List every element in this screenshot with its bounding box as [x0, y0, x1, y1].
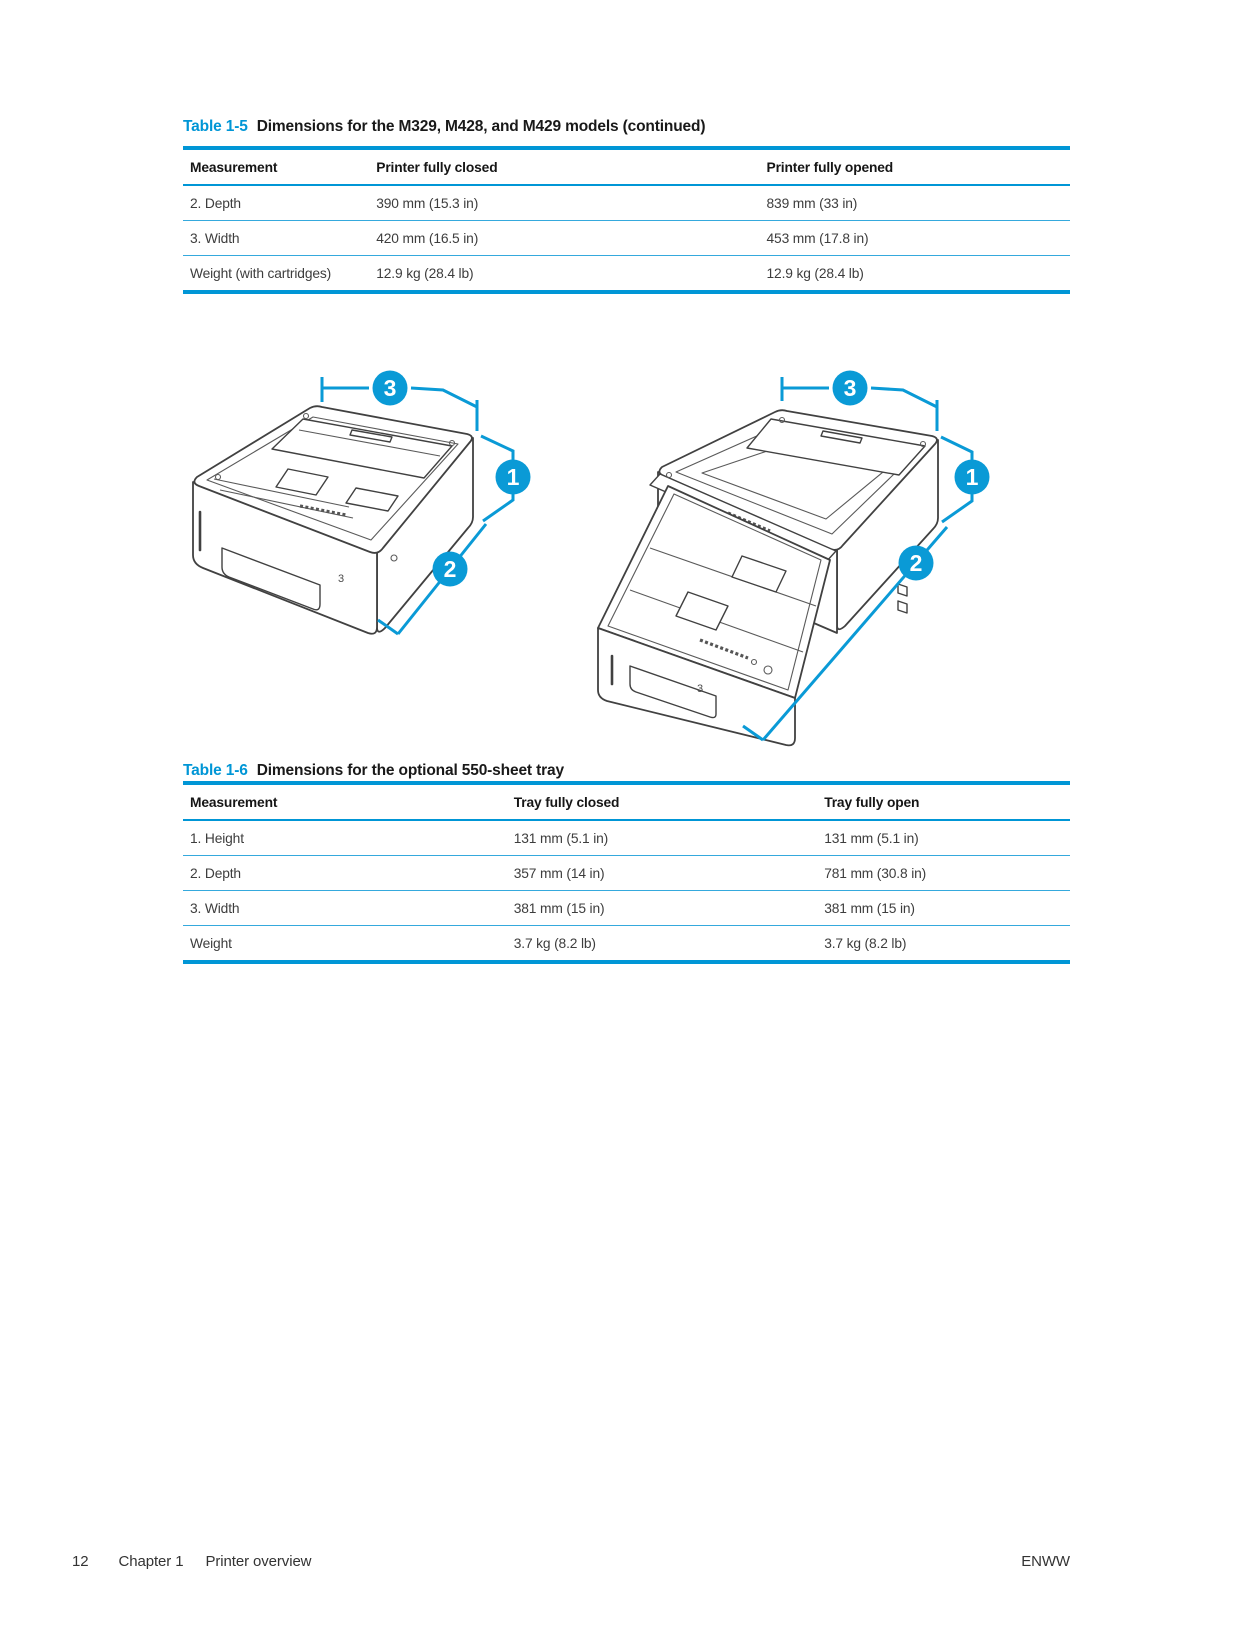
callout-1-number-open: 1 — [965, 464, 979, 490]
table-cell: Weight (with cartridges) — [183, 256, 369, 293]
page-footer — [72, 1553, 1070, 1570]
table-cell: 781 mm (30.8 in) — [817, 856, 1070, 891]
callout-depth-open — [899, 546, 934, 581]
table-1-6-label: Table 1-6 — [183, 762, 248, 779]
tray-front-label-open: 3 — [696, 683, 704, 695]
callout-width-closed — [373, 371, 408, 406]
callout-height-open — [955, 460, 990, 495]
tray-dimensions-diagram — [170, 340, 1110, 765]
tray-front-label: 3 — [337, 573, 345, 585]
column-header: Printer fully opened — [760, 148, 1070, 185]
table-cell: 3. Width — [183, 891, 507, 926]
callout-height-closed — [496, 460, 531, 495]
column-header: Measurement — [183, 783, 507, 820]
table-cell: 2. Depth — [183, 185, 369, 221]
table-1-5-title: Dimensions for the M329, M428, and M429 models (continued) — [256, 118, 706, 135]
column-header: Measurement — [183, 148, 369, 185]
table-cell: Weight — [183, 926, 507, 963]
table-row — [183, 256, 1070, 293]
dimensions-table-m329-m428-m429 — [183, 146, 1070, 294]
table-cell: 2. Depth — [183, 856, 507, 891]
footer-chapter: Chapter 1 — [118, 1553, 184, 1570]
table-row — [183, 856, 1070, 891]
callout-2-number: 2 — [443, 556, 457, 582]
callout-2-number-open: 2 — [909, 550, 923, 576]
table-cell: 1. Height — [183, 820, 507, 856]
table-cell: 3.7 kg (8.2 lb) — [817, 926, 1070, 963]
footer-enww: ENWW — [1021, 1553, 1070, 1570]
table-1-5-label: Table 1-5 — [183, 118, 248, 135]
table-cell: 12.9 kg (28.4 lb) — [369, 256, 759, 293]
callout-3-number-open: 3 — [843, 375, 857, 401]
table-row — [183, 221, 1070, 256]
table-row — [183, 185, 1070, 221]
tray-diagram-svg — [170, 340, 1110, 765]
table-row — [183, 926, 1070, 963]
table-cell: 381 mm (15 in) — [507, 891, 817, 926]
table-cell: 839 mm (33 in) — [760, 185, 1070, 221]
callout-depth-closed — [433, 552, 468, 587]
callout-width-open — [833, 371, 868, 406]
table-cell: 12.9 kg (28.4 lb) — [760, 256, 1070, 293]
page-number: 12 — [72, 1553, 89, 1570]
table-cell: 131 mm (5.1 in) — [507, 820, 817, 856]
tray-closed-drawing — [193, 406, 473, 634]
table-header-row — [183, 148, 1070, 185]
table-cell: 390 mm (15.3 in) — [369, 185, 759, 221]
table-row — [183, 891, 1070, 926]
table-cell: 3. Width — [183, 221, 369, 256]
column-header: Tray fully open — [817, 783, 1070, 820]
footer-section: Printer overview — [205, 1553, 312, 1570]
table-cell: 453 mm (17.8 in) — [760, 221, 1070, 256]
table-row — [183, 820, 1070, 856]
column-header: Printer fully closed — [369, 148, 759, 185]
table-1-5-caption — [183, 118, 1083, 136]
tray-open-drawing — [598, 410, 938, 745]
table-header-row — [183, 783, 1070, 820]
table-1-6-title: Dimensions for the optional 550-sheet tray — [256, 762, 564, 779]
table-cell: 381 mm (15 in) — [817, 891, 1070, 926]
table-cell: 357 mm (14 in) — [507, 856, 817, 891]
callout-1-number: 1 — [506, 464, 520, 490]
table-1-6-caption — [183, 762, 1083, 780]
table-cell: 420 mm (16.5 in) — [369, 221, 759, 256]
dimensions-table-550-sheet-tray — [183, 781, 1070, 964]
callout-3-number: 3 — [383, 375, 397, 401]
table-cell: 131 mm (5.1 in) — [817, 820, 1070, 856]
column-header: Tray fully closed — [507, 783, 817, 820]
table-cell: 3.7 kg (8.2 lb) — [507, 926, 817, 963]
